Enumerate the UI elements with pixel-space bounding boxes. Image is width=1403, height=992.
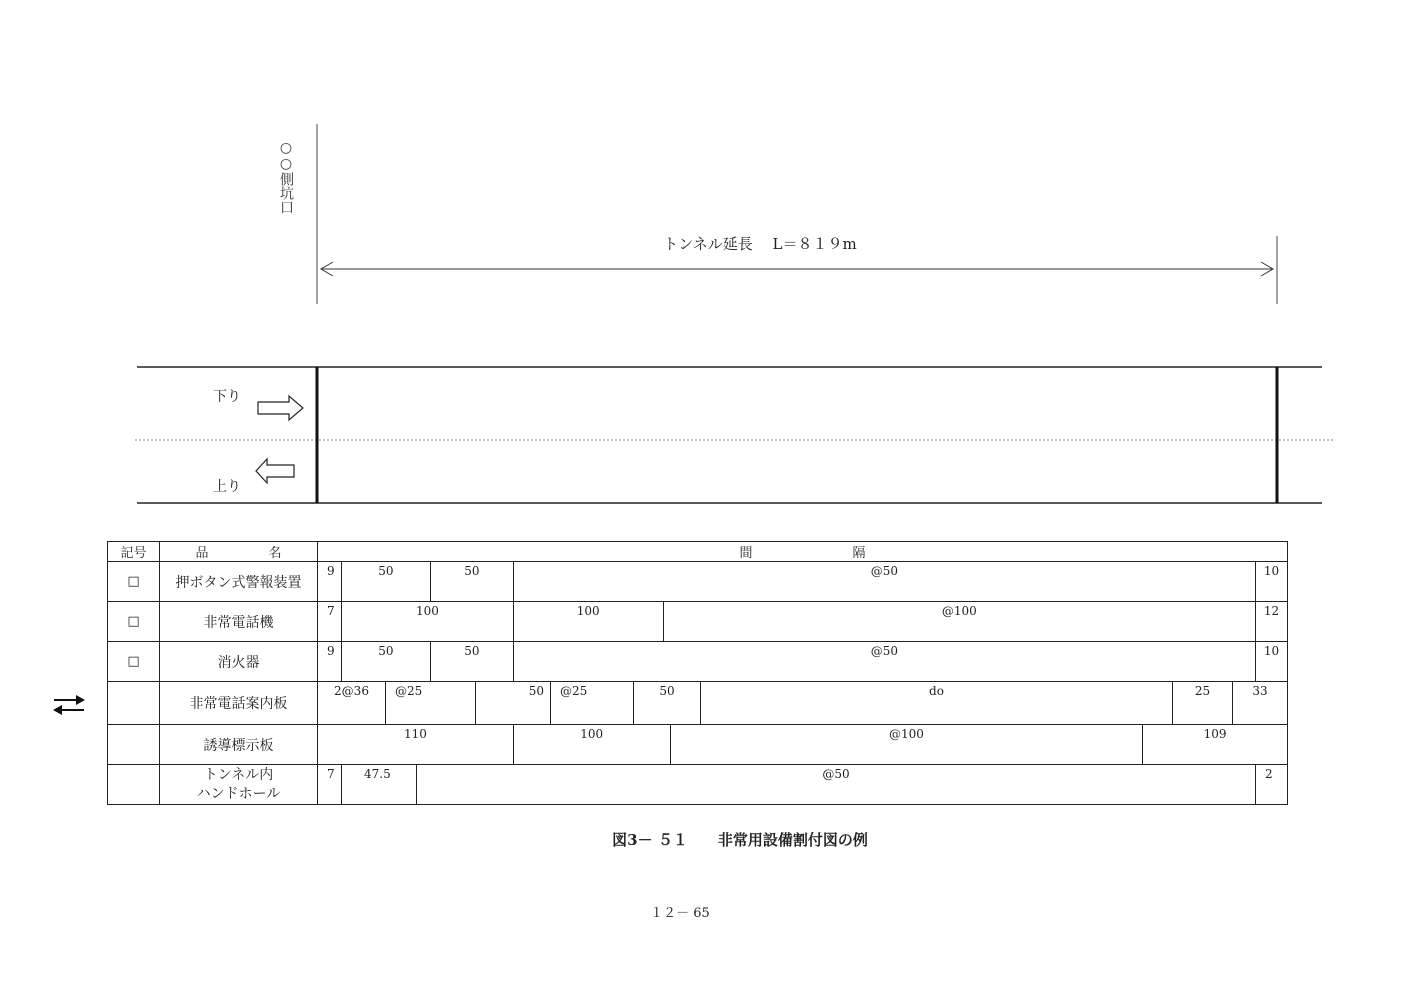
row-name: 非常電話案内板 — [160, 682, 318, 725]
row-intervals — [318, 725, 1288, 765]
table-row — [108, 602, 1288, 642]
left-arrow-icon — [256, 459, 294, 483]
interval-segment: 50 — [475, 682, 550, 724]
direction-label-up: 上り — [213, 479, 241, 495]
interval-segment: 2@36 — [334, 684, 369, 698]
interval-segment: @50 — [513, 642, 1255, 681]
interval-segment: @25 — [550, 682, 633, 724]
interval-segment: @25 — [385, 682, 475, 724]
row-symbol: □ — [108, 602, 160, 642]
row-symbol — [108, 765, 160, 805]
interval-segment: 100 — [513, 725, 670, 764]
row-name-line1: トンネル内 — [203, 766, 274, 783]
table-row — [108, 765, 1288, 805]
table-row — [108, 725, 1288, 765]
row-intervals — [318, 642, 1288, 682]
interval-segment: 9 — [327, 564, 335, 578]
row-name-line2: ハンドホール — [196, 785, 281, 802]
interval-segment: 50 — [430, 562, 513, 601]
header-name-b: 名 — [268, 546, 282, 561]
row-symbol: □ — [108, 642, 160, 682]
table-row — [108, 682, 1288, 725]
page-number: １２－ 65 — [650, 906, 710, 921]
row-name: 誘導標示板 — [160, 725, 318, 765]
interval-segment: 100 — [341, 602, 513, 641]
row-name: 消火器 — [160, 642, 318, 682]
length-dimension-arrow — [321, 262, 1273, 276]
row-intervals — [318, 602, 1288, 642]
interval-segment: 12 — [1255, 602, 1287, 641]
table-row — [108, 642, 1288, 682]
interval-segment: 10 — [1255, 642, 1287, 681]
interval-segment: 7 — [327, 767, 335, 781]
row-name: 非常電話機 — [160, 602, 318, 642]
interval-segment: 109 — [1142, 725, 1287, 764]
header-interval-a: 間 — [739, 546, 753, 561]
interval-segment: do — [700, 682, 1172, 724]
interval-segment: 2 — [1255, 765, 1287, 804]
interval-segment: 47.5 — [341, 765, 416, 804]
two-way-arrows-icon — [52, 693, 86, 717]
header-name — [160, 542, 318, 562]
row-intervals — [318, 765, 1288, 805]
interval-segment: 25 — [1172, 682, 1232, 724]
equipment-interval-table — [107, 541, 1288, 805]
interval-segment: @100 — [670, 725, 1143, 764]
row-intervals — [318, 682, 1288, 725]
header-name-a: 品 — [195, 546, 209, 561]
header-interval-b: 隔 — [852, 546, 866, 561]
header-interval — [318, 542, 1288, 562]
row-name: 押ボタン式警報装置 — [160, 562, 318, 602]
table-header-row — [108, 542, 1288, 562]
interval-segment: 100 — [513, 602, 663, 641]
row-name — [160, 765, 318, 805]
row-intervals — [318, 562, 1288, 602]
figure-caption: 図3－ ５１ 非常用設備割付図の例 — [612, 831, 868, 849]
interval-segment: 33 — [1232, 682, 1287, 724]
interval-segment: 110 — [403, 727, 427, 741]
table-row — [108, 562, 1288, 602]
interval-segment: 50 — [430, 642, 513, 681]
interval-segment: @50 — [416, 765, 1255, 804]
right-arrow-icon — [258, 396, 303, 420]
header-symbol: 記号 — [108, 542, 160, 562]
interval-segment: 50 — [341, 642, 430, 681]
interval-segment: 50 — [341, 562, 430, 601]
tunnel-length-label: トンネル延長 L＝８１９m — [663, 235, 857, 253]
interval-segment: 10 — [1255, 562, 1287, 601]
portal-label: ○○側坑口 — [278, 140, 294, 214]
interval-segment: 9 — [327, 644, 335, 658]
interval-segment: @100 — [663, 602, 1255, 641]
interval-segment: @50 — [513, 562, 1255, 601]
direction-label-down: 下り — [213, 389, 241, 405]
row-symbol: □ — [108, 562, 160, 602]
row-symbol — [108, 725, 160, 765]
interval-segment: 50 — [633, 682, 700, 724]
row-symbol — [108, 682, 160, 725]
interval-segment: 7 — [327, 604, 335, 618]
